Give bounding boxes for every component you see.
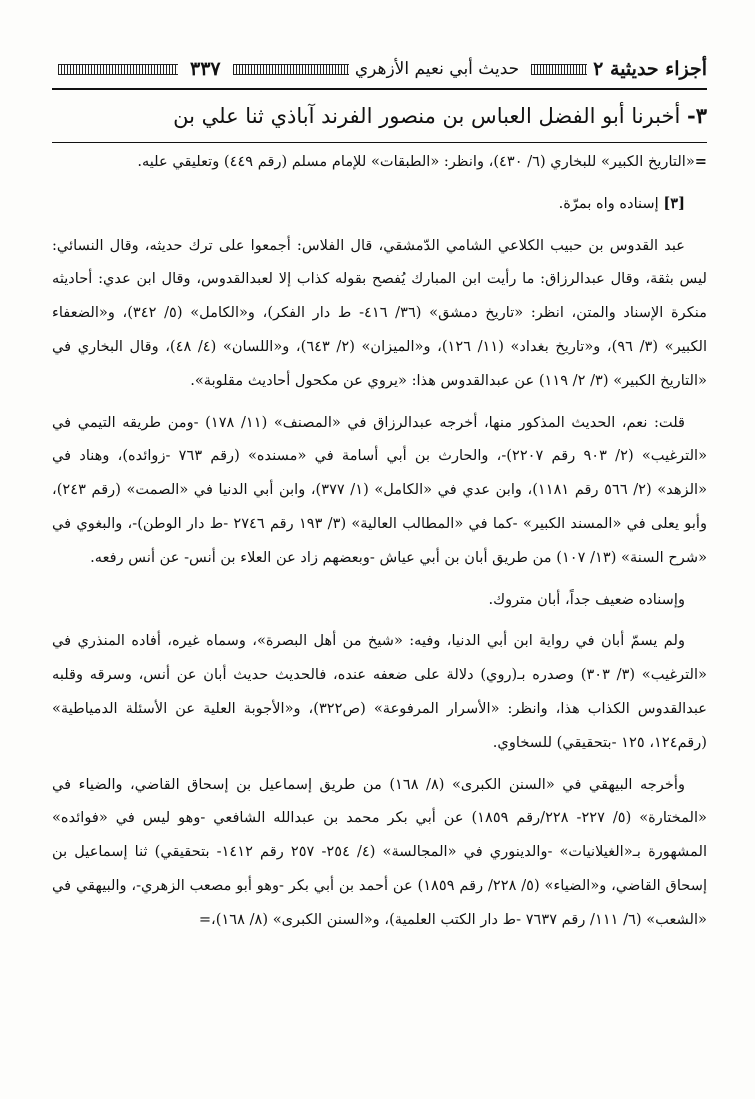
footnote-reference: [٣]: [663, 194, 685, 212]
footnote-paragraph: وإسناده ضعيف جداً، أبان متروك.: [488, 590, 685, 608]
continuation-mark: =: [694, 153, 707, 170]
section-title: حديث أبي نعيم الأزهري: [354, 59, 520, 79]
header-ornament: [531, 64, 587, 75]
footnotes: [52, 145, 707, 937]
hadith-body: أخبرنا أبو الفضل العباس بن منصور الفرند آباذي ثنا علي بن: [173, 104, 681, 128]
header-ornament: [58, 64, 178, 75]
hadith-number: ٣-: [687, 103, 707, 128]
footnote-paragraph: [52, 187, 707, 221]
page-number: ٣٣٧: [190, 58, 221, 80]
footnote-paragraph: [52, 145, 707, 179]
footnote-separator: [52, 142, 707, 143]
header-rule: [52, 88, 707, 90]
footnote-text: إسناده واه بمرّة.: [558, 194, 659, 212]
footnote-paragraph: قلت: نعم، الحديث المذكور منها، أخرجه عبدالرزاق في «المصنف» (١١/ ١٧٨) -ومن طريقه التيمي في «الترغيب» (٢/ ٩٠٣ رقم ٢٢٠٧)-، والحارث بن أبي أسامة في «مسنده» (رقم ٧٦٣ -زوائده)، وهناد في «الزهد» (٢/ ٥٦٦ رقم ١١٨١)، وابن عدي في «الكامل» (١/ ٣٧٧)، وابن أبي الدنيا في «الصمت» (رقم ٢٤٣)، وأبو يعلى في «المسند الكبير» -كما في «المطالب العالية» (٣/ ١٩٣ رقم ٢٧٤٦ -ط دار الوطن)-، والبغوي في «شرح السنة» (١٣/ ١٠٧) من طريق أبان بن أبي عياش -وبعضهم زاد عن العلاء بن أنس- عن أنس رفعه.: [52, 413, 708, 566]
footnote-paragraph: عبد القدوس بن حبيب الكلاعي الشامي الدّمشقي، قال الفلاس: أجمعوا على ترك حديثه، وقال النسائي: ليس بثقة، وقال عبدالرزاق: ما رأيت ابن المبارك يُفصح بقوله كذاب إلا لعبدالقدوس، وقال ابن عدي: أحاديثه منكرة الإسناد والمتن، انظر: «تاريخ دمشق» (٣٦/ ٤١٦- ط دار الفكر)، و«الكامل» (٥/ ٣٤٢)، و«الضعفاء الكبير» (٣/ ٩٦)، و«تاريخ بغداد» (١١/ ١٢٦)، و«الميزان» (٢/ ٦٤٣)، و«اللسان» (٤/ ٤٨)، وقال البخاري في «التاريخ الكبير» (٣/ ٢/ ١١٩) عن عبدالقدوس هذا: «يروي عن مكحول أحاديث مقلوبة».: [52, 236, 707, 389]
footnote-text: «التاريخ الكبير» للبخاري (٦/ ٤٣٠)، وانظر: «الطبقات» للإمام مسلم (رقم ٤٤٩) وتعليقي عليه.: [137, 153, 695, 170]
book-title: أجزاء حديثية ٢: [593, 58, 707, 80]
footnote-paragraph: وأخرجه البيهقي في «السنن الكبرى» (٨/ ١٦٨) من طريق إسماعيل بن إسحاق القاضي، والضياء في «المختارة» (٥/ ٢٢٧- ٢٢٨/رقم ١٨٥٩) عن أبي بكر محمد بن عبدالله الشافعي -وهو ليس في «فوائده» المشهورة بـ«الغيلانيات» -والدينوري في «المجالسة» (٤/ ٢٥٤- ٢٥٧ رقم ١٤١٢- بتحقيقي) ثنا إسماعيل بن إسحاق القاضي، و«الضياء» (٥/ ٢٢٨/ رقم ١٨٥٩) عن أحمد بن أبي بكر -وهو أبو مصعب الزهري-، والبيهقي في «الشعب» (٦/ ١١١/ رقم ٧٦٣٧ -ط دار الكتب العلمية)، و«السنن الكبرى» (٨/ ١٦٨)،=: [52, 775, 708, 928]
header-ornament: [233, 64, 349, 75]
running-header: [52, 52, 707, 86]
footnote-paragraph: ولم يسمّ أبان في رواية ابن أبي الدنيا، وفيه: «شيخ من أهل البصرة»، وسماه غيره، أفاده المنذري في «الترغيب» (٣/ ٣٠٣) وصدره بـ(روي) دلالة على ضعفه عنده، فالحديث حديث أبان عن أنس، وسرقه وقلبه عبدالقدوس الكذاب هذا، وانظر: «الأسرار المرفوعة» (ص٣٢٢)، و«الأجوبة العلية عن الأسئلة الدمياطية» (رقم١٢٤، ١٢٥ -بتحقيقي) للسخاوي.: [52, 632, 707, 751]
hadith-text: [52, 94, 707, 138]
